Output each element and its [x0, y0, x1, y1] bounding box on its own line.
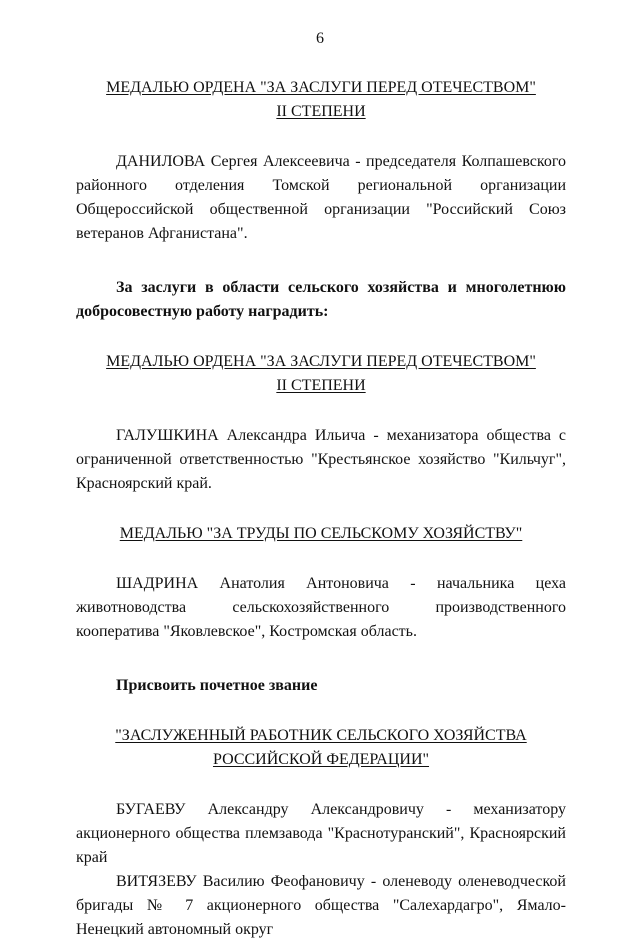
heading-line: МЕДАЛЬЮ ОРДЕНА "ЗА ЗАСЛУГИ ПЕРЕД ОТЕЧЕСТВОМ"	[106, 79, 536, 96]
heading-line: II СТЕПЕНИ	[276, 103, 366, 120]
heading-line: "ЗАСЛУЖЕННЫЙ РАБОТНИК СЕЛЬСКОГО ХОЗЯЙСТВА	[115, 727, 527, 744]
award-heading-agriculture-medal	[76, 522, 566, 546]
award-entry-vityazev: ВИТЯЗЕВУ Василию Феофановичу - оленеводу оленеводческой бригады № 7 акционерного общества "Салехардагро", Ямало-Ненецкий автономный округ	[76, 873, 566, 938]
heading-line: II СТЕПЕНИ	[276, 377, 366, 394]
page-number: 6	[316, 30, 324, 47]
award-heading-honored-worker	[76, 724, 566, 772]
award-entry-shadrin: ШАДРИНА Анатолия Антоновича - начальника цеха животноводства сельскохозяйственного производственного кооператива "Яковлевское", Костромская область.	[76, 575, 566, 640]
heading-line: РОССИЙСКОЙ ФЕДЕРАЦИИ"	[212, 751, 430, 768]
award-entry-galushkin: ГАЛУШКИНА Александра Ильича - механизатора общества с ограниченной ответственностью "Крестьянское хозяйство "Кильчуг", Красноярский край.	[76, 427, 566, 492]
award-heading-merit-order-1	[76, 76, 566, 124]
award-heading-merit-order-2	[76, 350, 566, 398]
award-entry-bugaev: БУГАЕВУ Александру Александровичу - механизатору акционерного общества племзавода "Краснотуранский", Красноярский край	[76, 801, 566, 866]
award-statement-agriculture: За заслуги в области сельского хозяйства и многолетнюю добросовестную работу наградить:	[76, 279, 566, 320]
heading-line: МЕДАЛЬЮ "ЗА ТРУДЫ ПО СЕЛЬСКОМУ ХОЗЯЙСТВУ"	[119, 525, 523, 542]
document-body	[76, 76, 566, 942]
heading-line: МЕДАЛЬЮ ОРДЕНА "ЗА ЗАСЛУГИ ПЕРЕД ОТЕЧЕСТВОМ"	[106, 353, 536, 370]
award-statement-honorary-title: Присвоить почетное звание	[116, 677, 318, 694]
award-entry-danilov: ДАНИЛОВА Сергея Алексеевича - председателя Колпашевского районного отделения Томской региональной организации Общероссийской общественной организации "Российский Союз ветеранов Афганистана".	[76, 153, 566, 242]
